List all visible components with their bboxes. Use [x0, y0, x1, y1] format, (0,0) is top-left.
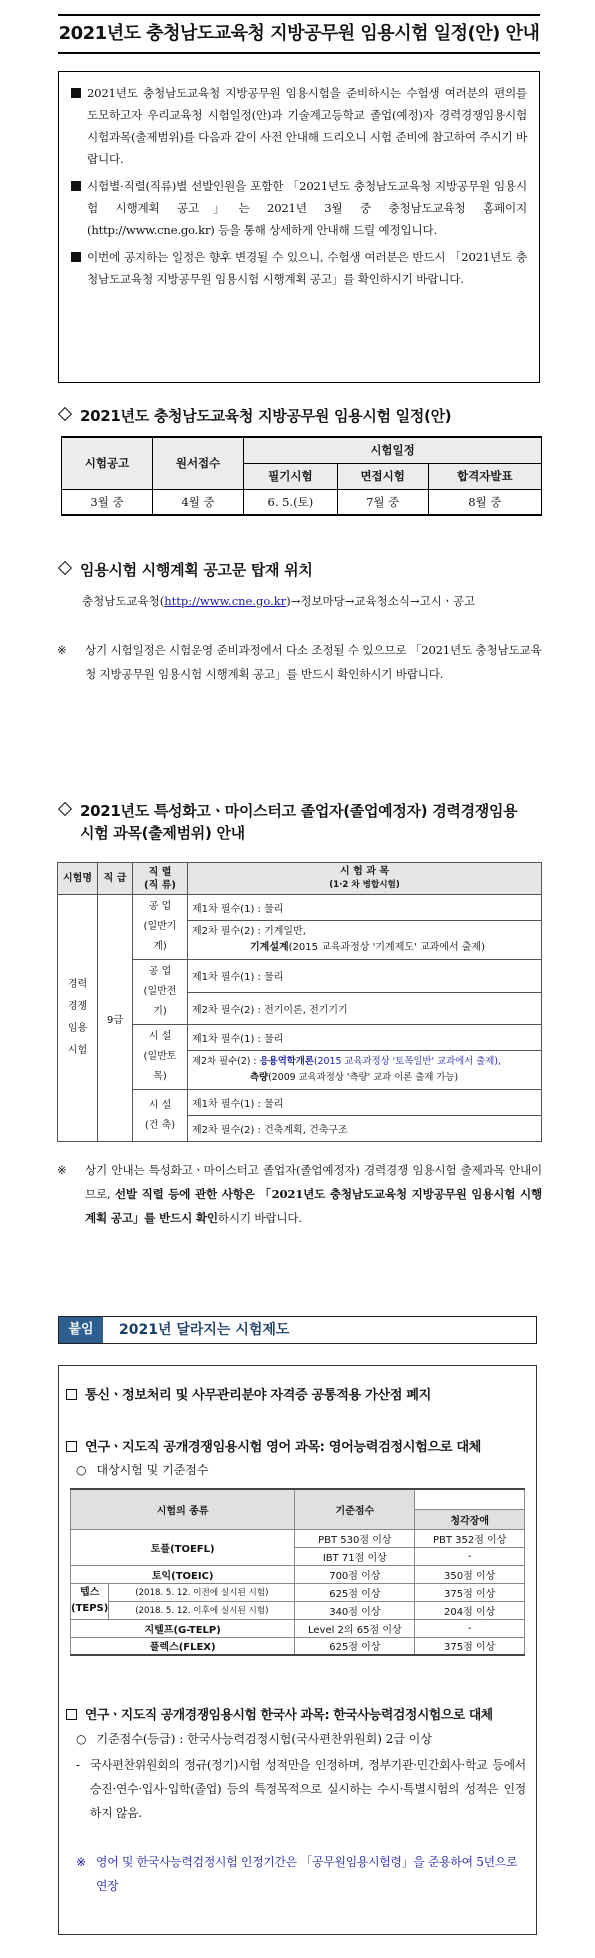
diamond-bullet-icon	[58, 802, 72, 816]
circle-bullet-icon: ○	[76, 1463, 87, 1477]
change-item-3-detail: - 국사편찬위원회의 정규(정기)시험 성적만을 인정하며, 정부기관·민간회사·학교 등에서 승진·연수·입사·입학(졸업) 등의 특정목적으로 실시하는 수시·특별시험의 성적은 인정하지 않음.	[76, 1753, 526, 1825]
square-bullet-icon	[71, 181, 81, 191]
location-path: 충청남도교육청(http://www.cne.go.kr)→정보마당→교육청소식→고시ㆍ공고	[82, 594, 476, 608]
col-result: 합격자발표	[428, 463, 541, 489]
appendix-title: 2021년 달라지는 시험제도	[119, 1322, 290, 1338]
col-hearing: 청각장애	[415, 1509, 525, 1529]
subject-cell: 제2차 필수(2) : 건축계획, 건축구조	[188, 1116, 542, 1142]
change-item-2: 연구ㆍ지도직 공개경쟁임용시험 영어 과목: 영어능력검정시험으로 대체	[66, 1436, 481, 1455]
grade-cell: 9급	[98, 895, 133, 1142]
col-test-type: 시험의 종류	[71, 1489, 295, 1529]
subject-cell: 제2차 필수(2) : 전기이론, 전기기기	[188, 992, 542, 1025]
cell-apply: 4월 중	[153, 489, 244, 515]
intro-paragraph: 시험별·직렬(직류)별 선발인원을 포함한 「2021년도 충청남도교육청 지방공무원 임용시험 시행계획 공고」는 2021년 3월 중 충청남도교육청 홈페이지(http://www.cne.go.kr) 등을 통해 상세하게 안내해 드릴 예정입니다.	[71, 175, 527, 241]
col-schedule-group: 시험일정	[244, 437, 542, 463]
base-score: Level 2의 65점 이상	[295, 1619, 415, 1637]
schedule-table	[61, 436, 542, 516]
col-hearing-blank	[415, 1489, 525, 1509]
change-item-2-sub: ○ 대상시험 및 기준점수	[76, 1463, 209, 1477]
change-item-1: 통신ㆍ정보처리 및 사무관리분야 자격증 공통적용 가산점 폐지	[66, 1384, 431, 1403]
test-name: 토익(TOEIC)	[71, 1565, 295, 1583]
hearing-score: PBT 352점 이상	[415, 1529, 525, 1547]
col-base-score: 기준점수	[295, 1489, 415, 1529]
test-name: 토플(TOEFL)	[71, 1529, 295, 1565]
reference-mark-icon: ※	[57, 1163, 67, 1177]
hearing-score: -	[415, 1619, 525, 1637]
test-name: 플렉스(FLEX)	[71, 1637, 295, 1655]
test-name: 텝스 (TEPS)	[71, 1583, 109, 1619]
series-cell: 시 설 (건 축)	[133, 1090, 188, 1142]
cell-notice: 3월 중	[62, 489, 153, 515]
series-cell: 시 설 (일반토목)	[133, 1025, 188, 1090]
circle-bullet-icon: ○	[76, 1732, 87, 1746]
schedule-heading: 2021년도 충청남도교육청 지방공무원 임용시험 일정(안)	[56, 405, 451, 426]
change-item-3-sub: ○ 기준점수(등급) : 한국사능력검정시험(국사편찬위원회) 2급 이상	[76, 1732, 432, 1746]
appendix-label: 붙임	[59, 1317, 103, 1343]
hearing-score: 204점 이상	[415, 1601, 525, 1619]
base-score: PBT 530점 이상	[295, 1529, 415, 1547]
cell-written: 6. 5.(토)	[244, 489, 338, 515]
subjects-note: ※ 상기 안내는 특성화고ㆍ마이스터고 졸업자(졸업예정자) 경력경쟁 임용시험 출제과목 안내이므로, 선발 직렬 등에 관한 사항은 「2021년도 충청남도교육청 지방공무원 임용시험 시행계획 공고」를 반드시 확인하시기 바랍니다.	[57, 1158, 542, 1230]
subject-cell: 제2차 필수(2) : 기계일반, 기계설계(2015 교육과정상 '기계제도' 교과에서 출제)	[188, 921, 542, 960]
square-bullet-icon	[71, 252, 81, 262]
hearing-score: -	[415, 1547, 525, 1565]
appendix-header	[58, 1316, 537, 1344]
col-subjects: 시 험 과 목 (1·2 차 병합시험)	[188, 863, 542, 895]
reference-mark-icon: ※	[57, 643, 67, 657]
hearing-score: 375점 이상	[415, 1583, 525, 1601]
base-score: 340점 이상	[295, 1601, 415, 1619]
dash-bullet-icon: -	[76, 1758, 80, 1772]
square-bullet-icon	[71, 88, 81, 98]
schedule-note: ※ 상기 시험일정은 시험운영 준비과정에서 다소 조정될 수 있으므로 「2021년도 충청남도교육청 지방공무원 임용시험 시행계획 공고」를 반드시 확인하시기 바랍니다.	[57, 638, 542, 686]
hearing-score: 350점 이상	[415, 1565, 525, 1583]
test-name: 지텔프(G-TELP)	[71, 1619, 295, 1637]
intro-paragraph: 2021년도 충청남도교육청 지방공무원 임용시험을 준비하시는 수험생 여러분의 편의를 도모하고자 우리교육청 시험일정(안)과 기술계고등학교 졸업(예정)자 경력경쟁임용시험 시험과목(출제범위)를 다음과 같이 사전 안내해 드리오니 시험 준비에 참고하여 주시기 바랍니다.	[71, 82, 527, 170]
reference-mark-icon: ※	[76, 1855, 86, 1869]
subject-cell: 제1차 필수(1) : 물리	[188, 895, 542, 921]
series-cell: 공 업 (일반전기)	[133, 960, 188, 1025]
checkbox-square-icon	[66, 1389, 77, 1400]
subject-cell: 제1차 필수(1) : 물리	[188, 960, 542, 993]
exam-name-cell: 경력 경쟁 임용 시험	[58, 895, 98, 1142]
col-interview: 면접시험	[337, 463, 428, 489]
cell-interview: 7월 중	[337, 489, 428, 515]
hearing-score: 375점 이상	[415, 1637, 525, 1655]
cne-link[interactable]: http://www.cne.go.kr	[164, 594, 287, 608]
base-score: IBT 71점 이상	[295, 1547, 415, 1565]
checkbox-square-icon	[66, 1441, 77, 1452]
test-sub-name: (2018. 5. 12. 이후에 실시된 시험)	[109, 1601, 295, 1619]
base-score: 700점 이상	[295, 1565, 415, 1583]
english-score-table	[70, 1488, 525, 1656]
col-notice: 시험공고	[62, 437, 153, 489]
subject-cell: 제2차 필수(2) : 응용역학개론(2015 교육과정상 '토목일반' 교과에서 출제), 측량(2009 교육과정상 '측량' 교과 이론 출제 가능)	[188, 1051, 542, 1090]
change-item-3: 연구ㆍ지도직 공개경쟁임용시험 한국사 과목: 한국사능력검정시험으로 대체	[66, 1704, 493, 1723]
cell-result: 8월 중	[428, 489, 541, 515]
subjects-table	[57, 862, 542, 1142]
checkbox-square-icon	[66, 1709, 77, 1720]
base-score: 625점 이상	[295, 1583, 415, 1601]
col-apply: 원서접수	[153, 437, 244, 489]
series-cell: 공 업 (일반기계)	[133, 895, 188, 960]
location-heading: 임용시험 시행계획 공고문 탑재 위치	[56, 559, 313, 580]
subjects-heading: 2021년도 특성화고ㆍ마이스터고 졸업자(졸업예정자) 경력경쟁임용 시험 과목(출제범위) 안내	[56, 800, 546, 844]
appendix-note: ※ 영어 및 한국사능력검정시험 인정기간은 「공무원임용시험령」을 준용하여 5년으로 연장	[76, 1850, 526, 1898]
diamond-bullet-icon	[58, 407, 72, 421]
test-sub-name: (2018. 5. 12. 이전에 실시된 시험)	[109, 1583, 295, 1601]
intro-paragraph: 이번에 공지하는 일정은 향후 변경될 수 있으니, 수험생 여러분은 반드시 「2021년도 충청남도교육청 지방공무원 임용시험 시행계획 공고」를 확인하시기 바랍니다.	[71, 246, 527, 290]
subject-cell: 제1차 필수(1) : 물리	[188, 1025, 542, 1051]
subject-cell: 제1차 필수(1) : 물리	[188, 1090, 542, 1116]
col-series: 직 렬 (직 류)	[133, 863, 188, 895]
col-written: 필기시험	[244, 463, 338, 489]
base-score: 625점 이상	[295, 1637, 415, 1655]
col-exam-name: 시험명	[58, 863, 98, 895]
col-grade: 직 급	[98, 863, 133, 895]
diamond-bullet-icon	[58, 561, 72, 575]
intro-box	[58, 71, 540, 383]
page-title: 2021년도 충청남도교육청 지방공무원 임용시험 일정(안) 안내	[58, 14, 540, 54]
